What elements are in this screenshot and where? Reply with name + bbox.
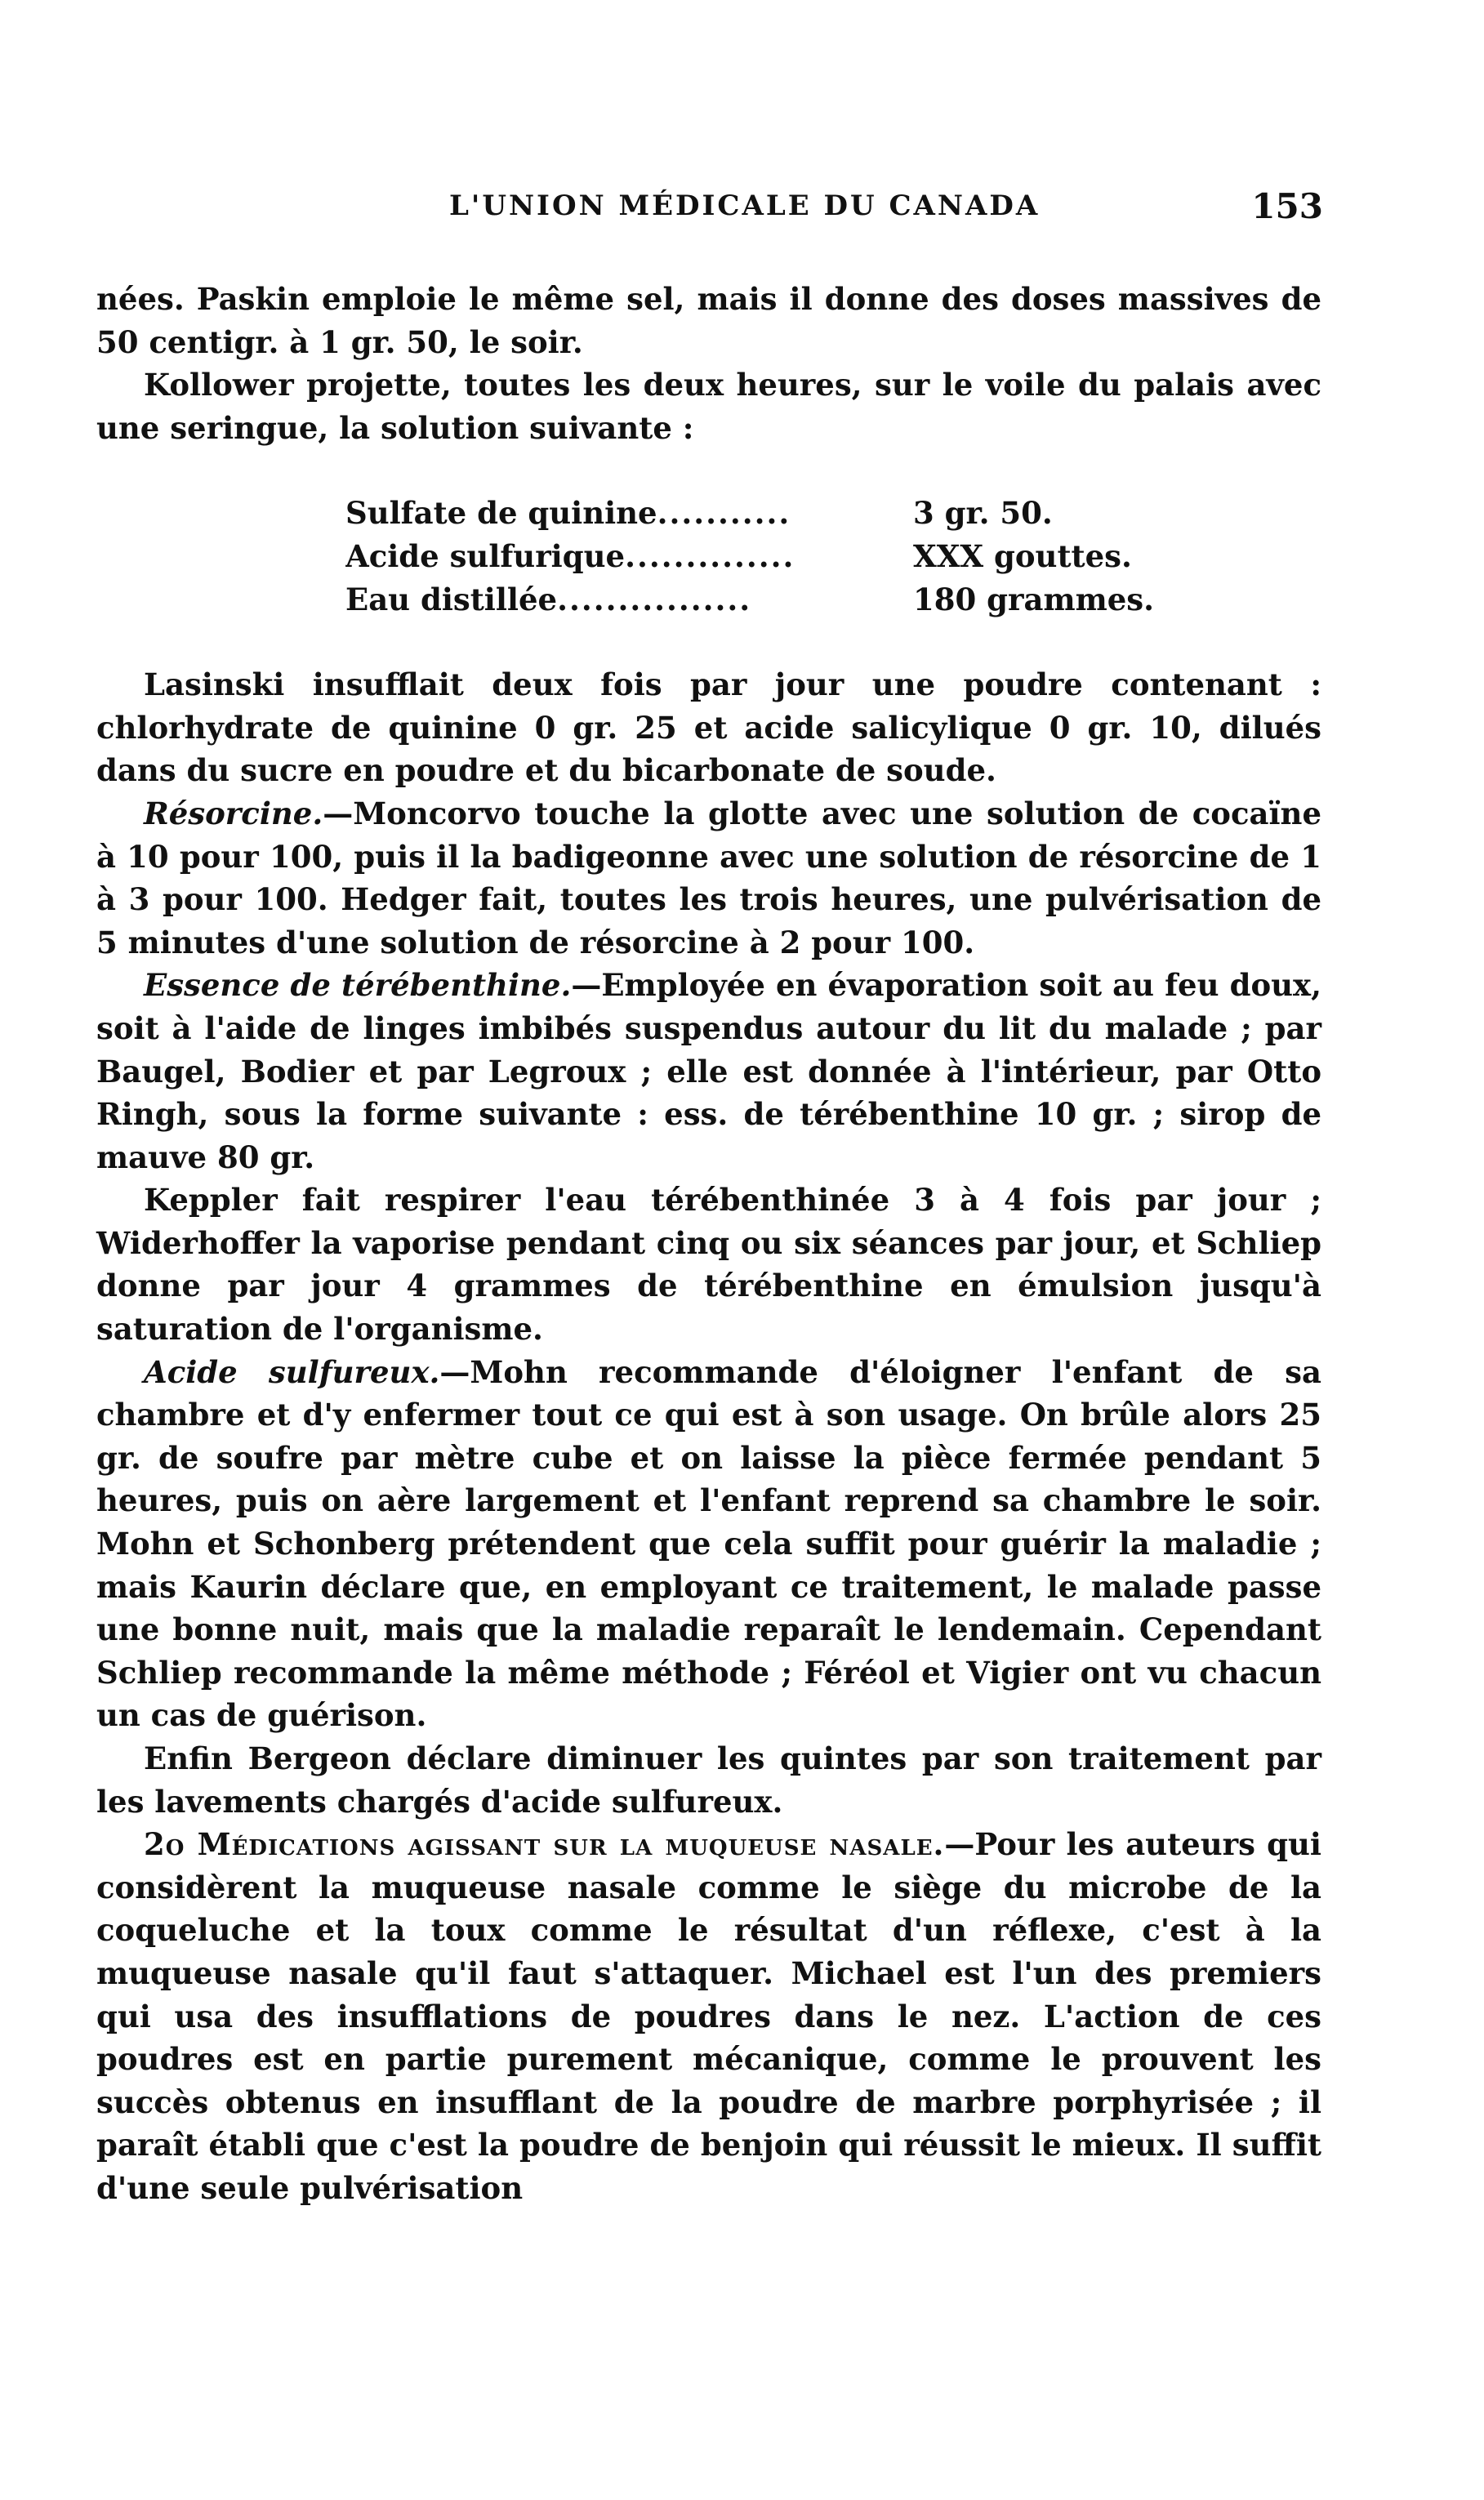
paragraph-lasinski: Lasinski insufflait deux fois par jour une poudre contenant : chlorhydrate de quinine 0 gr. 25 et acide salicylique 0 gr. 10, dilués dans du sucre en poudre et du bicarbonate de soude. xyxy=(96,666,1321,789)
formula-row xyxy=(345,535,1321,578)
paragraph-resorcine xyxy=(96,792,1321,964)
paragraph-terebenthine xyxy=(96,964,1321,1179)
formula-row xyxy=(345,492,1321,535)
paragraph-kollower: Kollower projette, toutes les deux heures, sur le voile du palais avec une seringue, la solution suivante : xyxy=(96,367,1321,446)
formula-ingredient: Sulfate de quinine xyxy=(345,495,657,532)
paragraph-terebenthine-text: —Employée en évaporation soit au feu doux, soit à l'aide de linges imbibés suspendus autour du lit du malade ; par Baugel, Bodier et par Legroux ; elle est donnée à l'intérieur, par Otto Ringh, sous la forme suivante : ess. de térébenthine 10 gr. ; sirop de mauve 80 gr. xyxy=(96,967,1321,1175)
formula-leader-dots: .............. xyxy=(625,537,795,574)
formula-leader-dots: ........... xyxy=(657,495,791,532)
section-title-muqueuse-nasale: 2o Médications agissant sur la muqueuse nasale. xyxy=(144,1826,945,1863)
formula-ingredient: Acide sulfurique xyxy=(345,537,626,574)
paragraph-bergeon: Enfin Bergeon déclare diminuer les quintes par son traitement par les lavements chargés d'acide sulfureux. xyxy=(96,1740,1321,1820)
paragraph-acide-sulfureux-text: —Mohn recommande d'éloigner l'enfant de sa chambre et d'y enfermer tout ce qui est à son usage. On brûle alors 25 gr. de soufre par mètre cube et on laisse la pièce fermée pendant 5 heures, puis on aère largement et l'enfant reprend sa chambre le soir. Mohn et Schonberg prétendent que cela suffit pour guérir la maladie ; mais Kaurin déclare que, en employant ce traitement, le malade passe une bonne nuit, mais que la maladie reparaît le lendemain. Cependant Schliep recommande la même méthode ; Féréol et Vigier ont vu chacun un cas de guérison. xyxy=(96,1353,1321,1734)
formula-quantity: 180 grammes. xyxy=(913,581,1155,617)
page-number: 153 xyxy=(1251,186,1323,226)
formula-ingredient: Eau distillée xyxy=(345,581,558,617)
formula-leader-dots: ................ xyxy=(557,581,752,617)
formula-quantity: 3 gr. 50. xyxy=(913,495,1053,532)
paragraph-paskin: nées. Paskin emploie le même sel, mais il donne des doses massives de 50 centigr. à 1 gr. 50, le soir. xyxy=(96,281,1321,360)
paragraph-keppler: Keppler fait respirer l'eau térébenthinée 3 à 4 fois par jour ; Widerhoffer la vaporise pendant cinq ou six séances par jour, et Schliep donne par jour 4 grammes de térébenthine en émulsion jusqu'à saturation de l'organisme. xyxy=(96,1182,1321,1348)
paragraph-muqueuse-nasale-text: —Pour les auteurs qui considèrent la muqueuse nasale comme le siège du microbe de la coqueluche et la toux comme le résultat d'un réflexe, c'est à la muqueuse nasale qu'il faut s'attaquer. Michael est l'un des premiers qui usa des insufflations de poudres dans le nez. L'action de ces poudres est en partie purement mécanique, comme le prouvent les succès obtenus en insufflant de la poudre de marbre porphyrisée ; il paraît établi que c'est la poudre de benjoin qui réussit le mieux. Il suffit d'une seule pulvérisation xyxy=(96,1826,1321,2206)
body-text xyxy=(96,278,1321,2210)
page-header xyxy=(98,186,1323,238)
paragraph-muqueuse-nasale xyxy=(96,1823,1321,2209)
section-title-acide-sulfureux: Acide sulfureux. xyxy=(144,1353,440,1390)
running-head: L'UNION MÉDICALE DU CANADA xyxy=(449,189,1041,222)
section-title-terebenthine: Essence de térébenthine. xyxy=(144,967,572,1004)
prescription-formula xyxy=(96,492,1321,621)
section-title-resorcine: Résorcine. xyxy=(144,795,323,831)
paragraph-acide-sulfureux xyxy=(96,1351,1321,1737)
paragraph-resorcine-text: —Moncorvo touche la glotte avec une solution de cocaïne à 10 pour 100, puis il la badigeonne avec une solution de résorcine de 1 à 3 pour 100. Hedger fait, toutes les trois heures, une pulvérisation de 5 minutes d'une solution de résorcine à 2 pour 100. xyxy=(96,795,1321,960)
formula-quantity: XXX gouttes. xyxy=(913,537,1132,574)
formula-row xyxy=(345,578,1321,622)
